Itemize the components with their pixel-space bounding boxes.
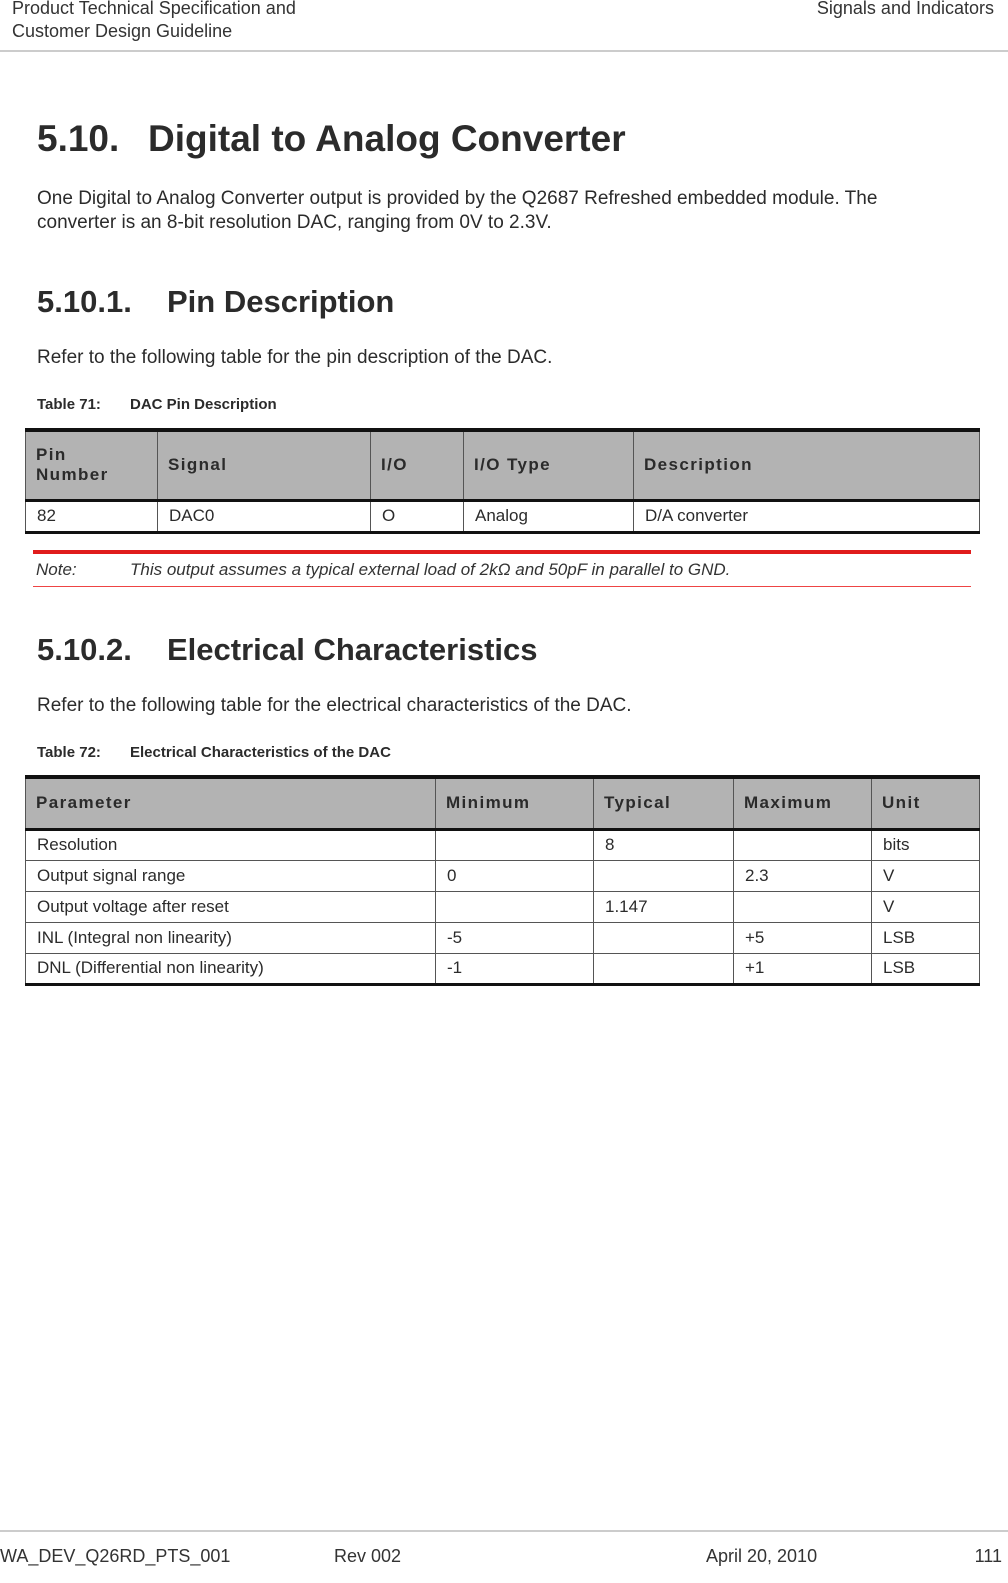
table-row (26, 829, 980, 860)
column-header: Maximum (734, 777, 872, 829)
section-title: Digital to Analog Converter (148, 118, 626, 159)
note-box (33, 550, 971, 587)
table-row (26, 922, 980, 953)
dac-electrical-table (25, 775, 980, 986)
running-header-title (12, 0, 296, 43)
column-header: Minimum (436, 777, 594, 829)
table-72-caption (37, 744, 391, 761)
subsection-number: 5.10.1. (37, 284, 132, 319)
table-cell: 2.3 (734, 860, 872, 891)
note-text: This output assumes a typical external load of 2kΩ and 50pF in parallel to GND. (130, 560, 731, 579)
subsection-title: Electrical Characteristics (167, 632, 538, 667)
table-row (26, 953, 980, 984)
column-header: I/O Type (464, 430, 634, 500)
table-cell: INL (Integral non linearity) (26, 922, 436, 953)
footer-divider (0, 1530, 1008, 1532)
table-header-row (26, 777, 980, 829)
table-71-caption (37, 396, 277, 413)
table-cell: -1 (436, 953, 594, 984)
table-cell: 1.147 (594, 891, 734, 922)
column-header: Unit (872, 777, 980, 829)
table-cell: 8 (594, 829, 734, 860)
subsection-number: 5.10.2. (37, 632, 132, 667)
footer-revision: Rev 002 (334, 1546, 402, 1566)
electrical-characteristics-text: Refer to the following table for the electrical characteristics of the DAC. (37, 695, 632, 716)
table-cell: O (371, 500, 464, 532)
footer-page-number: 111 (974, 1546, 1002, 1566)
footer-doc-id: WA_DEV_Q26RD_PTS_001 (0, 1546, 231, 1566)
table-caption-number: Table 72: (37, 744, 101, 761)
table-cell (734, 829, 872, 860)
table-cell: 82 (26, 500, 158, 532)
table-cell: +1 (734, 953, 872, 984)
table-cell: +5 (734, 922, 872, 953)
table-cell (436, 829, 594, 860)
table-cell (594, 953, 734, 984)
footer-date: April 20, 2010 (706, 1546, 818, 1566)
note-label: Note: (36, 560, 77, 579)
column-header: I/O (371, 430, 464, 500)
header-divider (0, 50, 1008, 52)
column-header: Typical (594, 777, 734, 829)
table-cell: Output signal range (26, 860, 436, 891)
pin-description-text: Refer to the following table for the pin description of the DAC. (37, 347, 553, 368)
electrical-characteristics-heading (37, 632, 538, 668)
table-cell: -5 (436, 922, 594, 953)
section-heading (37, 118, 626, 160)
table-cell: V (872, 860, 980, 891)
column-header: Description (634, 430, 980, 500)
table-cell: Output voltage after reset (26, 891, 436, 922)
table-caption-title: DAC Pin Description (130, 396, 277, 413)
table-header-row (26, 430, 980, 500)
table-cell (436, 891, 594, 922)
table-cell (594, 860, 734, 891)
table-cell: DNL (Differential non linearity) (26, 953, 436, 984)
table-cell: bits (872, 829, 980, 860)
table-cell (734, 891, 872, 922)
table-cell: LSB (872, 953, 980, 984)
table-cell: Analog (464, 500, 634, 532)
column-header: Parameter (26, 777, 436, 829)
table-row (26, 891, 980, 922)
intro-paragraph: One Digital to Analog Converter output is provided by the Q2687 Refreshed embedded module. The converter is an 8-bit resolution DAC, ranging from 0V to 2.3V. (37, 188, 878, 233)
table-row (26, 500, 980, 532)
column-header: Signal (158, 430, 371, 500)
table-cell (594, 922, 734, 953)
header-title-line2: Customer Design Guideline (12, 21, 233, 41)
dac-pin-table (25, 428, 980, 534)
table-cell: D/A converter (634, 500, 980, 532)
header-title-line1: Product Technical Specification and (12, 0, 296, 18)
table-caption-title: Electrical Characteristics of the DAC (130, 744, 391, 761)
table-row (26, 860, 980, 891)
subsection-title: Pin Description (167, 284, 395, 319)
section-number: 5.10. (37, 118, 120, 159)
column-header: Pin Number (26, 430, 158, 500)
pin-description-heading (37, 284, 394, 320)
table-cell: DAC0 (158, 500, 371, 532)
table-cell: Resolution (26, 829, 436, 860)
table-cell: 0 (436, 860, 594, 891)
table-cell: V (872, 891, 980, 922)
table-caption-number: Table 71: (37, 396, 101, 413)
table-cell: LSB (872, 922, 980, 953)
header-chapter: Signals and Indicators (816, 0, 994, 18)
